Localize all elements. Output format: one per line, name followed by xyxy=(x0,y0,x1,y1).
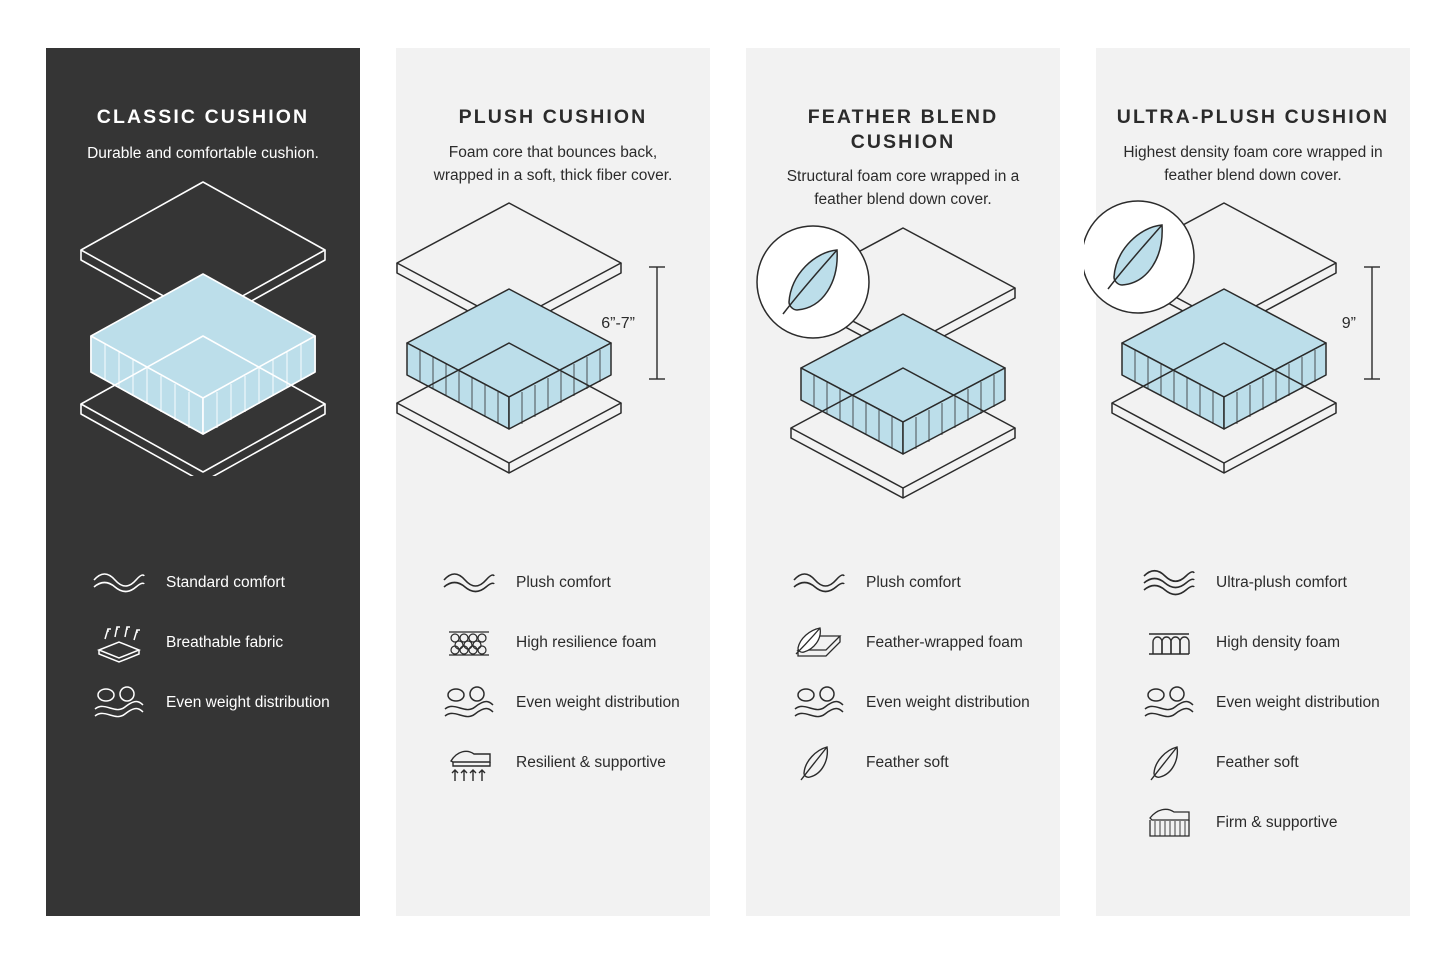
feature-list xyxy=(1138,560,1390,860)
feature-label: High resilience foam xyxy=(516,633,657,651)
feature-label: Ultra-plush comfort xyxy=(1216,573,1347,591)
exploded-cushion-diagram xyxy=(753,222,1053,522)
resilient-supportive-icon xyxy=(438,742,500,784)
wave-comfort-icon xyxy=(438,570,500,596)
feature-item xyxy=(1138,680,1390,726)
feature-list xyxy=(438,560,690,800)
feature-label: Feather soft xyxy=(866,753,949,771)
firm-supportive-icon xyxy=(1138,802,1200,844)
even-weight-distribution-icon xyxy=(438,683,500,723)
card-title: ULTRA-PLUSH CUSHION xyxy=(1116,106,1390,128)
even-weight-distribution-icon xyxy=(788,683,850,723)
card-title: FEATHER BLEND CUSHION xyxy=(807,106,999,153)
card-plush-cushion[interactable] xyxy=(396,48,710,916)
card-feather-blend-cushion[interactable] xyxy=(746,48,1060,916)
feather-badge-icon xyxy=(757,226,869,338)
feather-icon xyxy=(788,742,850,784)
cushion-diagram-wrap xyxy=(1096,197,1410,497)
wave-comfort-icon xyxy=(1138,568,1200,598)
feature-label: Even weight distribution xyxy=(166,693,330,711)
card-description: Durable and comfortable cushion. xyxy=(87,144,319,162)
feature-label: Firm & supportive xyxy=(1216,813,1338,831)
feature-item xyxy=(788,620,1040,666)
feature-item xyxy=(788,680,1040,726)
card-ultra-plush-cushion[interactable] xyxy=(1096,48,1410,916)
card-description: Structural foam core wrapped in a feather blend down cover. xyxy=(786,168,1020,209)
feature-label: Breathable fabric xyxy=(166,633,284,651)
feature-item xyxy=(88,560,340,606)
feature-label: Plush comfort xyxy=(866,573,961,591)
high-resilience-foam-icon xyxy=(438,623,500,663)
even-weight-distribution-icon xyxy=(1138,683,1200,723)
feature-label: Even weight distribution xyxy=(516,693,680,711)
feature-label: Feather-wrapped foam xyxy=(866,633,1023,651)
feature-item xyxy=(88,620,340,666)
feature-item xyxy=(788,560,1040,606)
feature-item xyxy=(1138,560,1390,606)
feature-item xyxy=(1138,800,1390,846)
exploded-cushion-diagram xyxy=(1084,197,1394,497)
card-description: Highest density foam core wrapped in feather blend down cover. xyxy=(1123,143,1383,184)
feature-item xyxy=(1138,620,1390,666)
cushion-diagram-wrap xyxy=(396,197,710,497)
feature-label: Plush comfort xyxy=(516,573,611,591)
breathable-fabric-icon xyxy=(88,623,150,663)
cushion-cards-row xyxy=(46,48,1410,916)
feature-label: High density foam xyxy=(1216,633,1341,651)
exploded-cushion-diagram xyxy=(389,197,689,497)
feather-icon xyxy=(1138,742,1200,784)
feature-list xyxy=(88,560,340,740)
feature-item xyxy=(788,740,1040,786)
feature-label: Resilient & supportive xyxy=(516,753,666,771)
cushion-diagram-wrap xyxy=(46,176,360,476)
even-weight-distribution-icon xyxy=(88,683,150,723)
feather-wrapped-foam-icon xyxy=(788,622,850,664)
high-density-foam-icon xyxy=(1138,625,1200,661)
feature-item xyxy=(438,680,690,726)
feature-label: Even weight distribution xyxy=(866,693,1030,711)
feature-label: Even weight distribution xyxy=(1216,693,1380,711)
dimension-label: 9” xyxy=(1341,315,1356,333)
wave-comfort-icon xyxy=(88,570,150,596)
feature-item xyxy=(1138,740,1390,786)
feature-list xyxy=(788,560,1040,800)
feature-item xyxy=(438,740,690,786)
wave-comfort-icon xyxy=(788,570,850,596)
feather-badge-icon xyxy=(1084,201,1194,313)
feature-item xyxy=(438,620,690,666)
cushion-diagram-wrap xyxy=(746,222,1060,522)
dimension-label: 6”-7” xyxy=(601,315,635,333)
card-description: Foam core that bounces back, wrapped in a soft, thick fiber cover. xyxy=(433,143,673,184)
feature-item xyxy=(438,560,690,606)
exploded-cushion-diagram xyxy=(73,176,333,476)
card-title: CLASSIC CUSHION xyxy=(96,106,310,128)
card-classic-cushion[interactable] xyxy=(46,48,360,916)
card-title: PLUSH CUSHION xyxy=(458,106,648,128)
feature-label: Standard comfort xyxy=(166,573,285,591)
feature-label: Feather soft xyxy=(1216,753,1299,771)
feature-item xyxy=(88,680,340,726)
